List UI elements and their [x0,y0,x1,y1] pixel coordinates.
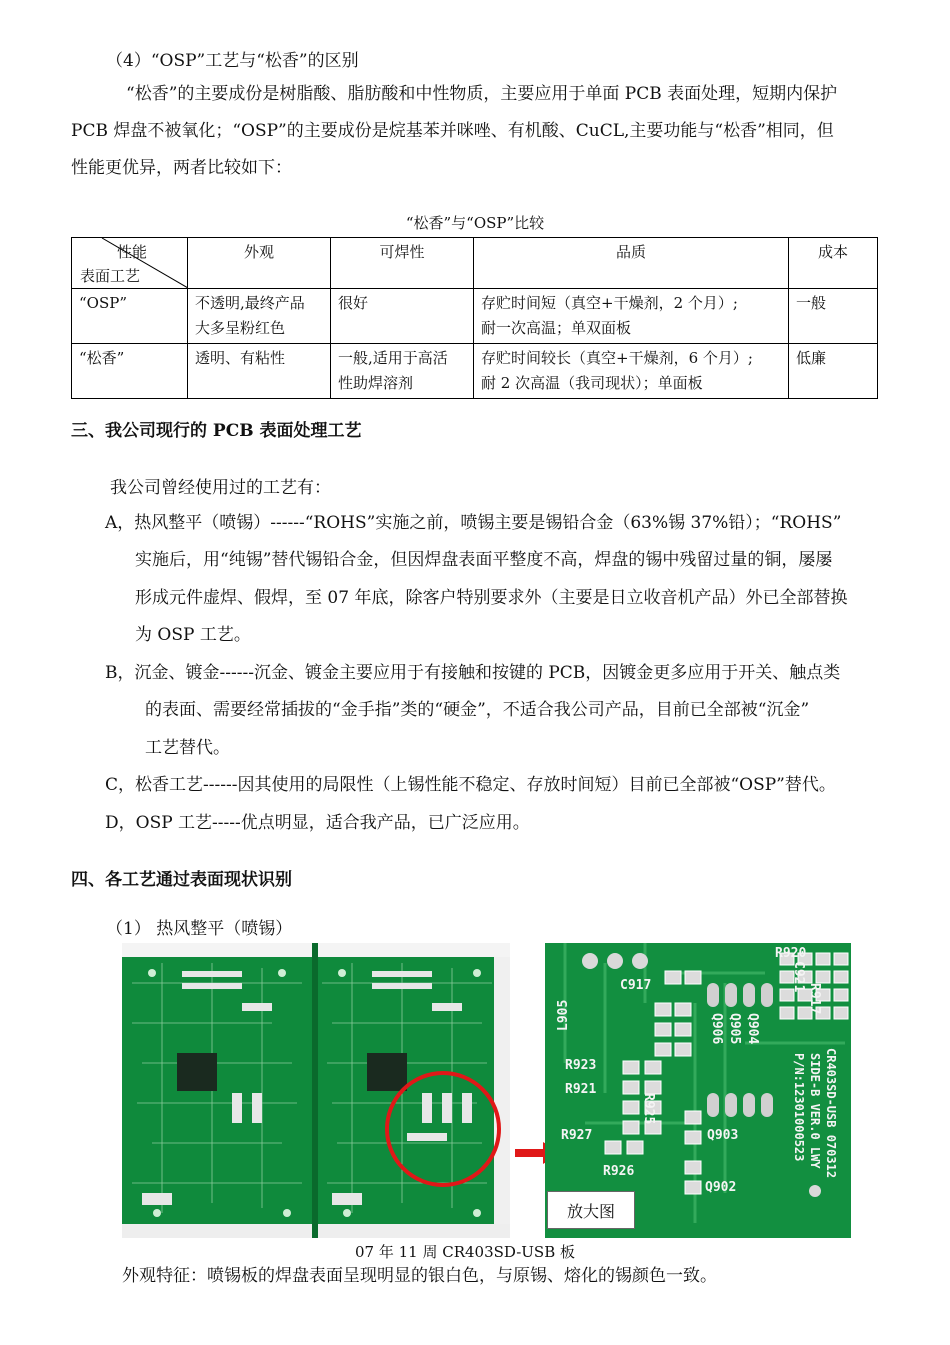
item-a-line-3: 形成元件虚焊、假焊，至 07 年底，除客户特别要求外（主要是日立收音机产品）外已全部替换 [135,588,848,608]
item-a-line-1: A，热风整平（喷锡）------“ROHS”实施之前，喷锡主要是锡铅合金（63%锡 37%铅）；“ROHS” [105,513,842,533]
pcb-label: Q904 [745,1013,760,1045]
pcb-label: Q906 [709,1013,724,1045]
cell-appearance [188,344,331,399]
item-d: D，OSP 工艺-----优点明显，适合我产品，已广泛应用。 [105,813,530,833]
pcb-label: C917 [620,978,652,993]
cell-quality [474,289,789,344]
appearance-feature: 外观特征：喷锡板的焊盘表面呈现明显的银白色，与原锡、熔化的锡颜色一致。 [122,1266,717,1286]
cell-cost [789,289,878,344]
header-cell: 外观 [188,238,331,289]
cell-line: 不透明,最终产品 [195,294,305,312]
cell-line: 耐 2 次高温（我司现状）；单面板 [481,374,703,392]
pcb-label: Q902 [705,1180,737,1195]
pcb-label: R920 [775,946,807,961]
table-caption: “松香”与“OSP”比较 [405,214,545,232]
table-row [72,289,878,344]
cell-quality [474,344,789,399]
pcb-label: R923 [565,1058,597,1073]
row-name: “松香” [72,344,188,399]
item-a-line-4: 为 OSP 工艺。 [135,625,251,645]
item-b-line-3: 工艺替代。 [145,738,230,758]
pcb-label: P/N:12301000523 [792,1053,806,1162]
table-header-row [72,238,878,289]
photo-caption: 07 年 11 周 CR403SD-USB 板 [354,1243,575,1261]
pcb-label: R921 [565,1082,597,1097]
row-name: “OSP” [72,289,188,344]
cell-line: 透明、有粘性 [195,349,286,367]
header-cell: 可焊性 [331,238,474,289]
cell-line: 耐一次高温；单双面板 [481,319,632,337]
pcb-label: R927 [561,1128,593,1143]
pcb-label: C921 [791,961,806,993]
subsection-heading: （4）“OSP”工艺与“松香”的区别 [106,51,359,71]
pcb-board-graphic [122,943,510,1238]
table-row [72,344,878,399]
pcb-label: R926 [603,1164,635,1179]
pcb-label: CR403SD-USB 070312 [824,1048,838,1179]
magnify-label: 放大图 [547,1191,635,1229]
corner-label-top: 性能 [116,243,147,261]
paragraph-line-3: 性能更优异，两者比较如下： [71,158,292,178]
item-b-line-1: B，沉金、镀金------沉金、镀金主要应用于有接触和按键的 PCB，因镀金更多应用于开关、触点类 [105,663,841,683]
item-b-line-2: 的表面、需要经常插拔的“金手指”类的“硬金”，不适合我公司产品，目前已全部被“沉金” [145,700,810,720]
cell-line: 一般,适用于高活 [338,349,448,367]
cell-line: 大多呈粉红色 [195,319,286,337]
pcb-label: R917 [807,983,822,1015]
section-heading-3: 三、我公司现行的 PCB 表面处理工艺 [71,421,362,441]
cell-solderability [331,289,474,344]
comparison-table [71,237,878,399]
section-heading-4: 四、各工艺通过表面现状识别 [71,870,292,890]
item-c: C，松香工艺------因其使用的局限性（上锡性能不稳定、存放时间短）目前已全部被“OSP”替代。 [105,775,836,795]
cell-line: 一般 [796,294,827,312]
header-cell: 品质 [474,238,789,289]
pcb-photo-full [122,943,510,1238]
subsection-1: （1） 热风整平（喷锡） [106,919,293,939]
pcb-label: Q903 [707,1128,739,1143]
pcb-label: R925 [641,1093,656,1125]
pcb-label: Q905 [727,1013,742,1045]
cell-line: 性助焊溶剂 [338,374,414,392]
cell-line: 低廉 [796,349,827,367]
item-a-line-2: 实施后，用“纯锡”替代锡铅合金，但因焊盘表面平整度不高，焊盘的锡中残留过量的铜，屡屡 [135,550,833,570]
section-intro: 我公司曾经使用过的工艺有： [110,478,331,498]
cell-appearance [188,289,331,344]
header-cell: 成本 [789,238,878,289]
table-corner-cell [72,238,188,289]
cell-solderability [331,344,474,399]
corner-label-bottom: 表面工艺 [80,267,141,285]
cell-line: 很好 [338,294,369,312]
paragraph-line-1: “松香”的主要成份是树脂酸、脂肪酸和中性物质，主要应用于单面 PCB 表面处理，短期内保护 [126,84,838,104]
cell-cost [789,344,878,399]
cell-line: 存贮时间较长（真空+干燥剂，6 个月）; [481,349,753,367]
pcb-label: SIDE-B VER.0 LWY [808,1053,822,1169]
paragraph-line-2: PCB 焊盘不被氧化；“OSP”的主要成份是烷基苯并咪唑、有机酸、CuCL,主要功能与“松香”相同，但 [71,121,834,141]
pcb-label: L905 [556,999,571,1031]
cell-line: 存贮时间短（真空+干燥剂，2 个月）; [481,294,738,312]
